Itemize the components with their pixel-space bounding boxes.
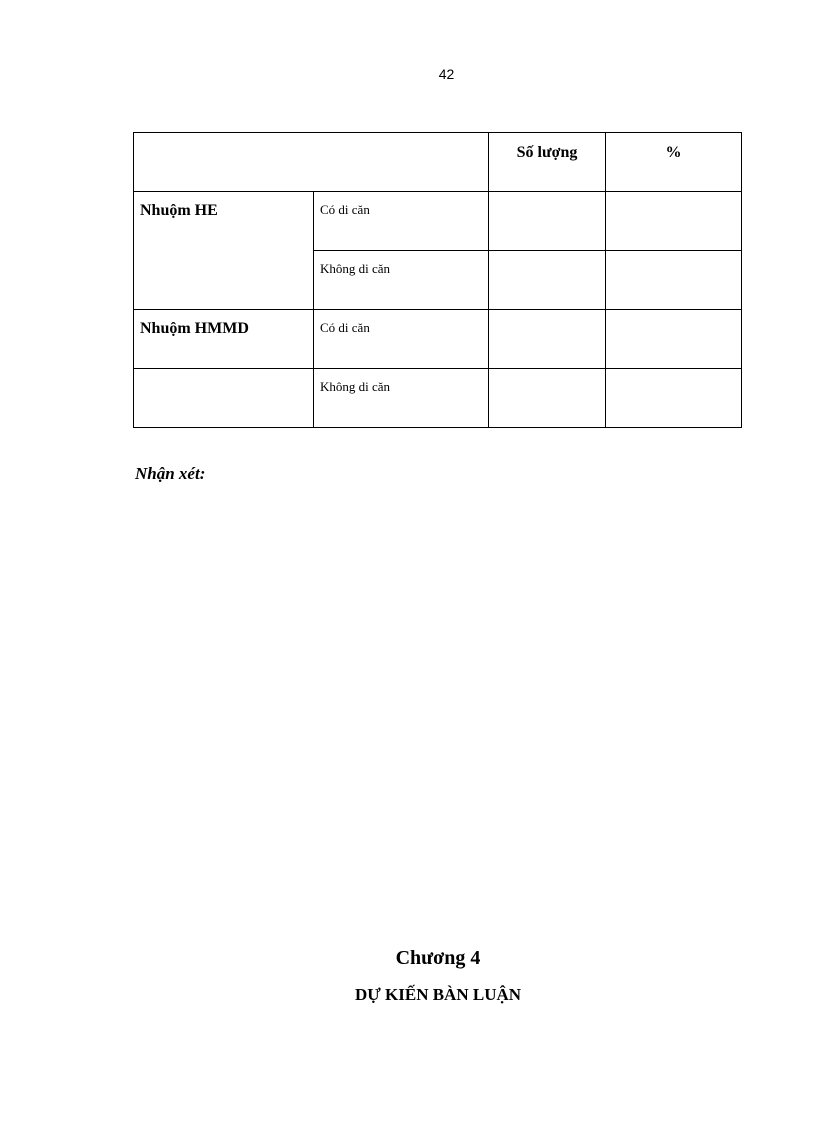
header-quantity: Số lượng <box>489 133 606 192</box>
table-row <box>134 310 742 369</box>
quantity-cell <box>489 310 606 369</box>
quantity-cell <box>489 192 606 251</box>
percent-cell <box>606 192 742 251</box>
chapter-title: DỰ KIẾN BÀN LUẬN <box>354 985 522 1004</box>
page-number: 42 <box>438 66 455 82</box>
group-he-stain: Nhuộm HE <box>134 192 314 310</box>
header-percent: % <box>606 133 742 192</box>
row-label: Không di căn <box>314 251 489 310</box>
row-label: Có di căn <box>314 310 489 369</box>
chapter-number: Chương 4 <box>395 947 481 969</box>
quantity-cell <box>489 369 606 428</box>
table-header-row <box>134 133 742 192</box>
header-empty-cell <box>134 133 489 192</box>
quantity-cell <box>489 251 606 310</box>
group-empty-cell <box>134 369 314 428</box>
table-row <box>134 192 742 251</box>
group-ihc-stain: Nhuộm HMMD <box>134 310 314 369</box>
percent-cell <box>606 310 742 369</box>
row-label: Không di căn <box>314 369 489 428</box>
percent-cell <box>606 369 742 428</box>
metastasis-staining-table <box>133 132 742 428</box>
table-row <box>134 369 742 428</box>
row-label: Có di căn <box>314 192 489 251</box>
percent-cell <box>606 251 742 310</box>
remark-label: Nhận xét: <box>135 464 206 483</box>
